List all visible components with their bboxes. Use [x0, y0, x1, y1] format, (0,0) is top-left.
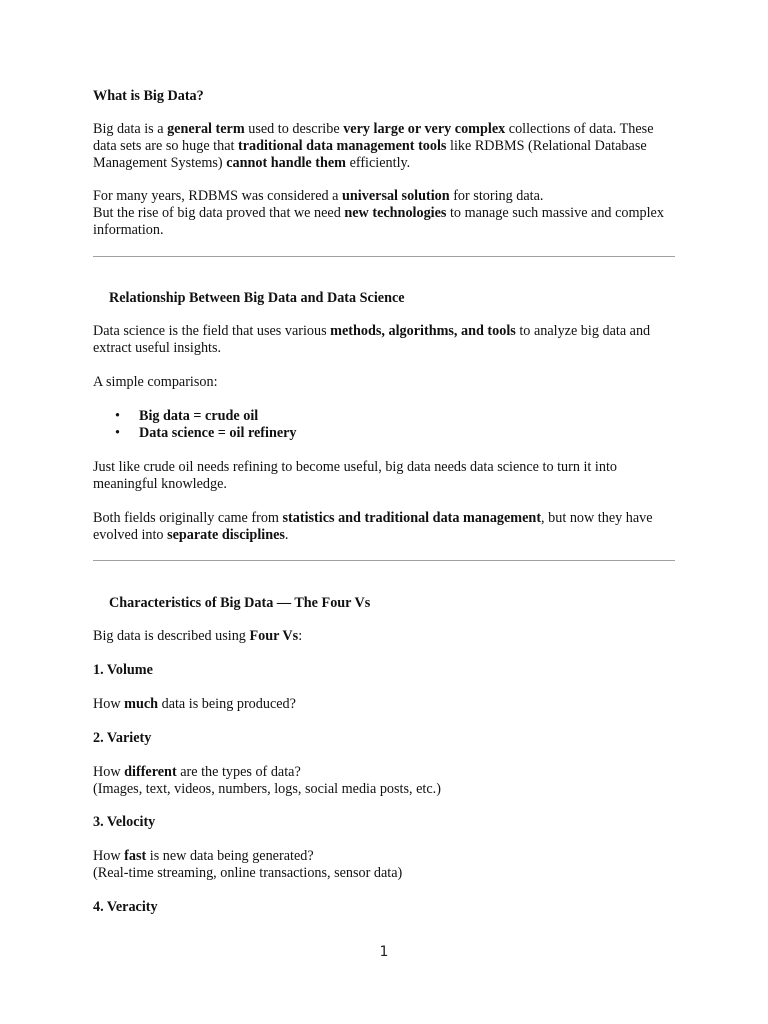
paragraph: For many years, RDBMS was considered a universal solution for storing data.: [93, 188, 544, 204]
horizontal-divider: [93, 256, 675, 257]
paragraph: Big data is described using Four Vs:: [93, 628, 303, 644]
paragraph-note: (Images, text, videos, numbers, logs, social media posts, etc.): [93, 781, 441, 797]
section-heading-what-is-big-data: What is Big Data?: [93, 88, 204, 104]
paragraph: How different are the types of data?: [93, 764, 301, 780]
paragraph-note: (Real-time streaming, online transactions, sensor data): [93, 865, 403, 881]
paragraph: Both fields originally came from statistics and traditional data management, but now they have evolved into separate disciplines.: [93, 510, 653, 543]
subheading-velocity: 3. Velocity: [93, 814, 156, 830]
page-number: 1: [379, 944, 389, 960]
paragraph: But the rise of big data proved that we need new technologies to manage such massive and complex information.: [93, 205, 664, 238]
bullet-icon: •: [115, 408, 120, 424]
list-item: • Data science = oil refinery: [115, 425, 297, 441]
paragraph: How much data is being produced?: [93, 696, 296, 712]
list-item: • Big data = crude oil: [115, 408, 259, 424]
paragraph: Big data is a general term used to describe very large or very complex collections of data. These data sets are so huge that traditional data management tools like RDBMS (Relational Database Management Systems) cannot handle them efficiently.: [93, 121, 654, 171]
section-heading-four-vs: Characteristics of Big Data — The Four Vs: [109, 595, 371, 611]
subheading-variety: 2. Variety: [93, 730, 152, 746]
horizontal-divider: [93, 560, 675, 561]
subheading-veracity: 4. Veracity: [93, 899, 158, 915]
bullet-list: [93, 408, 675, 442]
paragraph: How fast is new data being generated?: [93, 848, 314, 864]
bullet-icon: •: [115, 425, 120, 441]
paragraph: Just like crude oil needs refining to become useful, big data needs data science to turn it into meaningful knowledge.: [93, 459, 617, 492]
paragraph: A simple comparison:: [93, 374, 218, 390]
subheading-volume: 1. Volume: [93, 662, 153, 678]
section-heading-relationship: Relationship Between Big Data and Data Science: [109, 290, 405, 306]
paragraph: Data science is the field that uses various methods, algorithms, and tools to analyze big data and extract useful insights.: [93, 323, 651, 356]
